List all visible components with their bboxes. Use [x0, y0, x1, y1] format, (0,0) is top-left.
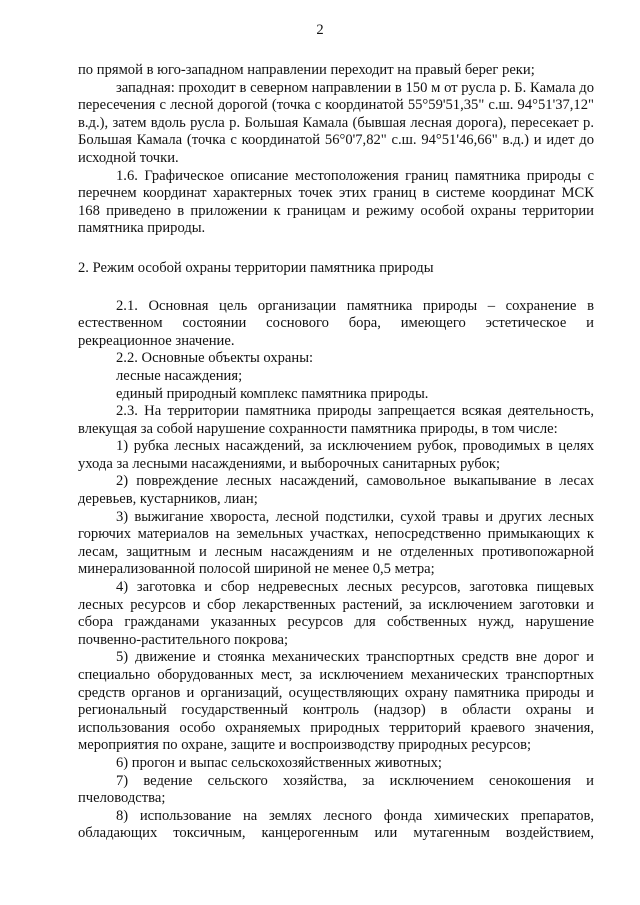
- paragraph-2-1: 2.1. Основная цель организации памятника природы – сохранение в естественном состоянии соснового бора, имеющего эстетическое и рекреационное значение.: [78, 297, 594, 349]
- list-item-forest-stands: лесные насаждения;: [116, 367, 243, 384]
- prohibition-item-2: 2) повреждение лесных насаждений, самовольное выкапывание в лесах деревьев, кустарников, лиан;: [78, 473, 594, 508]
- paragraph-2-3: 2.3. На территории памятника природы запрещается всякая деятельность, влекущая за собой нарушение сохранности памятника природы, в том числе:: [78, 403, 594, 437]
- paragraph-2-2: 2.2. Основные объекты охраны:: [116, 350, 314, 367]
- list-item-natural-complex: единый природный комплекс памятника природы.: [116, 385, 429, 402]
- paragraph-1-6: 1.6. Графическое описание местоположения границ памятника природы с перечнем координат характерных точек этих границ в системе координат МСК 168 приведено в приложении к границам и режиму особой охраны территории памятника природы.: [78, 167, 594, 237]
- paragraph-west-boundary: западная: проходит в северном направлении в 150 м от русла р. Б. Камала до пересечения с лесной дорогой (точка с координатой 55°59'51,35" с.ш. 94°51'37,12" в.д.), затем вдоль русла р. Большая Камала (бывшая лесная дорога), пересекает р. Большая Камала (точка с координатой 56°0'7,82" с.ш. 94°51'46,66" в.д.) и идет до исходной точки.: [78, 79, 594, 166]
- prohibition-item-3: 3) выжигание хвороста, лесной подстилки, сухой травы и других лесных горючих материалов на земельных участках, непосредственно примыкающих к лесам, защитным и лесным насаждениям и не отделенных противопожарной минерализованной полосой шириной не менее 0,5 метра;: [78, 508, 594, 578]
- section-heading: 2. Режим особой охраны территории памятника природы: [78, 259, 434, 276]
- page-number: 2: [316, 22, 324, 38]
- document-body: [78, 62, 594, 843]
- prohibition-item-5: 5) движение и стоянка механических транспортных средств вне дорог и специально оборудованных мест, за исключением механических транспортных средств органов и организаций, осуществляющих охрану памятника природы и региональный государственный контроль (надзор) в области охраны и использования особо охраняемых природных территорий краевого значения, мероприятия по охране, защите и воспроизводству природных ресурсов;: [78, 649, 594, 754]
- prohibition-item-7: 7) ведение сельского хозяйства, за исключением сенокошения и пчеловодства;: [78, 772, 594, 807]
- prohibition-item-1: 1) рубка лесных насаждений, за исключением рубок, проводимых в целях ухода за лесными насаждениями, и выборочных санитарных рубок;: [78, 438, 594, 472]
- paragraph-continuation: по прямой в юго-западном направлении переходит на правый берег реки;: [78, 62, 535, 78]
- prohibition-item-8: 8) использование на землях лесного фонда химических препаратов, обладающих токсичным, канцерогенным или мутагенным воздействием,: [78, 807, 594, 842]
- prohibition-item-4: 4) заготовка и сбор недревесных лесных ресурсов, заготовка пищевых лесных ресурсов и сбор лекарственных растений, за исключением заготовки и сбора гражданами указанных ресурсов для собственных нужд, нарушение почвенно-растительного покрова;: [78, 579, 594, 648]
- prohibition-item-6: 6) прогон и выпас сельскохозяйственных животных;: [116, 754, 442, 771]
